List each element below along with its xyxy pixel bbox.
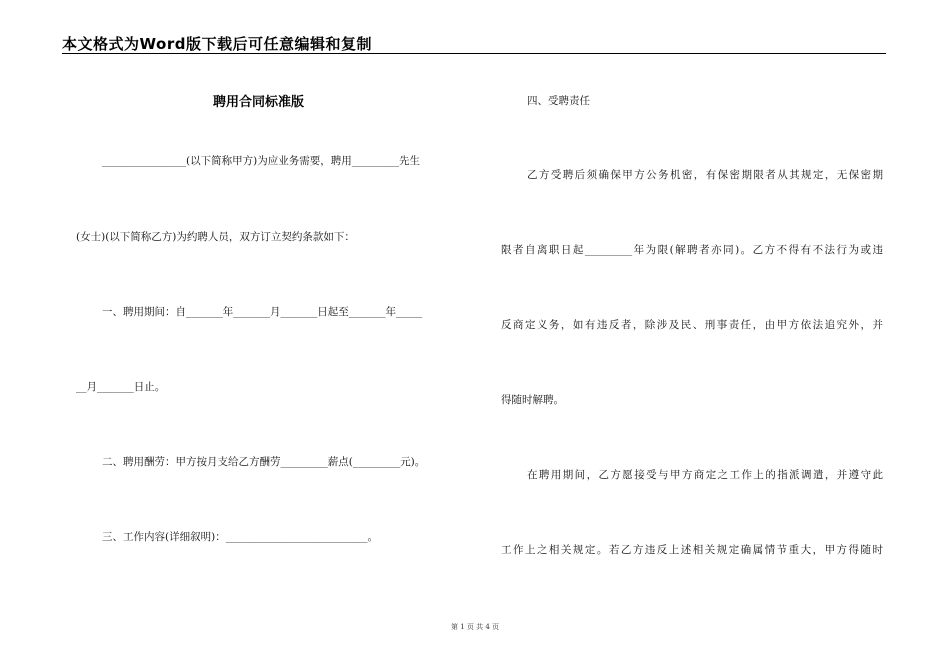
right-paragraph-line: 反商定义务，如有违反者，除涉及民、刑事责任，由甲方依法追究外，并 (501, 319, 883, 331)
right-paragraph-line: 乙方受聘后须确保甲方公务机密，有保密期限者从其规定，无保密期 (527, 169, 883, 181)
clause-1-line: __月_______日止。 (76, 381, 166, 393)
clause-3-line: 三、工作内容(详细叙明)：___________________________。 (102, 531, 378, 543)
right-paragraph-line: 工作上之相关规定。若乙方违反上述相关规定确属情节重大，甲方得随时 (501, 544, 883, 556)
left-paragraph-line: ________________(以下简称甲方)为应业务需要，聘用_________先生 (102, 155, 420, 167)
section-heading: 四、受聘责任 (527, 95, 590, 107)
clause-1-line: 一、聘用期间：自_______年_______月_______日起至_______年_____ (102, 306, 423, 318)
left-paragraph-line: (女士)(以下简称乙方)为约聘人员，双方订立契约条款如下： (76, 231, 355, 243)
right-paragraph-line: 限者自离职日起_________年为限(解聘者亦同)。乙方不得有不法行为或违 (501, 244, 883, 256)
page-number: 第 1 页 共 4 页 (450, 623, 500, 631)
document-title: 聘用合同标准版 (213, 95, 305, 110)
right-paragraph-line: 得随时解聘。 (501, 394, 564, 406)
clause-2-line: 二、聘用酬劳：甲方按月支给乙方酬劳_________薪点(_________元)。 (102, 456, 426, 468)
header-title: 本文格式为Word版下载后可任意编辑和复制 (62, 35, 372, 53)
header-divider (62, 53, 886, 54)
right-paragraph-line: 在聘用期间，乙方愿接受与甲方商定之工作上的指派调遣，并遵守此 (527, 469, 883, 481)
